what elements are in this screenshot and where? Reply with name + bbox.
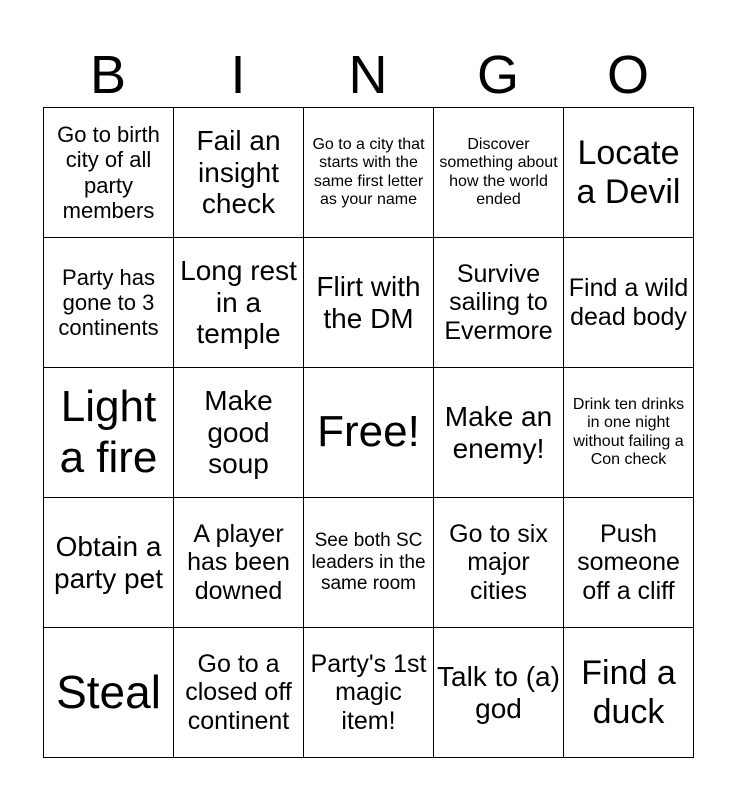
bingo-cell[interactable]: Discover something about how the world ended xyxy=(434,108,564,238)
bingo-cell[interactable]: Party's 1st magic item! xyxy=(304,628,434,758)
bingo-cell[interactable]: Drink ten drinks in one night without failing a Con check xyxy=(564,368,694,498)
bingo-cell[interactable]: Party has gone to 3 continents xyxy=(44,238,174,368)
bingo-cell[interactable]: Obtain a party pet xyxy=(44,498,174,628)
bingo-cell[interactable]: Make an enemy! xyxy=(434,368,564,498)
bingo-cell[interactable]: Survive sailing to Evermore xyxy=(434,238,564,368)
bingo-cell[interactable]: Find a wild dead body xyxy=(564,238,694,368)
header-letter-g: G xyxy=(476,45,519,105)
header-letter-n: N xyxy=(348,45,388,105)
bingo-cell[interactable]: Light a fire xyxy=(44,368,174,498)
bingo-cell[interactable]: Long rest in a temple xyxy=(174,238,304,368)
header-letter-b: B xyxy=(89,45,127,105)
bingo-cell[interactable]: Go to six major cities xyxy=(434,498,564,628)
bingo-cell[interactable]: Flirt with the DM xyxy=(304,238,434,368)
bingo-board xyxy=(43,107,694,758)
header-letter-i: I xyxy=(230,45,246,105)
bingo-cell[interactable]: Go to a city that starts with the same first letter as your name xyxy=(304,108,434,238)
bingo-cell[interactable]: Go to birth city of all party members xyxy=(44,108,174,238)
bingo-cell[interactable]: Locate a Devil xyxy=(564,108,694,238)
bingo-cell[interactable]: Go to a closed off continent xyxy=(174,628,304,758)
bingo-cell[interactable]: Steal xyxy=(44,628,174,758)
bingo-header xyxy=(43,42,693,108)
header-letter-o: O xyxy=(606,45,649,105)
bingo-cell-free[interactable]: Free! xyxy=(304,368,434,498)
bingo-cell[interactable]: Make good soup xyxy=(174,368,304,498)
bingo-cell[interactable]: Find a duck xyxy=(564,628,694,758)
bingo-cell[interactable]: A player has been downed xyxy=(174,498,304,628)
bingo-cell[interactable]: Fail an insight check xyxy=(174,108,304,238)
bingo-cell[interactable]: See both SC leaders in the same room xyxy=(304,498,434,628)
bingo-cell[interactable]: Talk to (a) god xyxy=(434,628,564,758)
bingo-cell[interactable]: Push someone off a cliff xyxy=(564,498,694,628)
